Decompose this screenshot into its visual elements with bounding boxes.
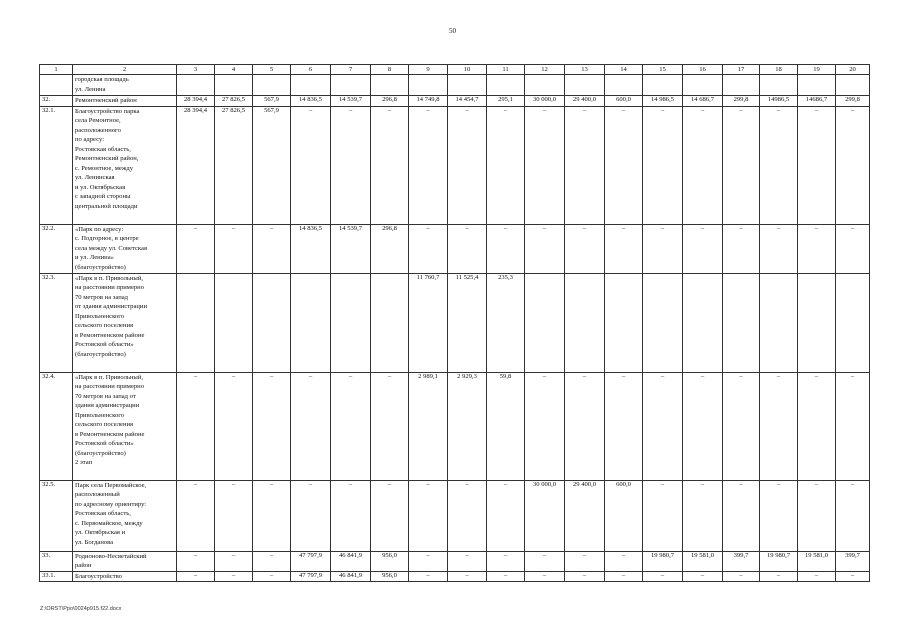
- row-value: –: [448, 551, 487, 571]
- row-value: –: [371, 372, 409, 480]
- row-code: [40, 75, 73, 96]
- row-value: –: [683, 106, 723, 224]
- column-number-6: 6: [291, 65, 331, 75]
- row-value: –: [215, 372, 253, 480]
- row-value: 14686,7: [798, 96, 836, 107]
- row-value: [565, 75, 605, 96]
- row-value: 600,0: [605, 96, 643, 107]
- row-value: 295,1: [487, 96, 525, 107]
- row-value: –: [798, 106, 836, 224]
- row-value: –: [177, 551, 215, 571]
- row-value: –: [760, 480, 798, 551]
- row-value: –: [798, 224, 836, 273]
- row-value: [331, 273, 371, 372]
- row-value: –: [448, 224, 487, 273]
- row-value: 11 760,7: [409, 273, 448, 372]
- row-value: –: [643, 372, 683, 480]
- row-value: –: [409, 106, 448, 224]
- row-value: [760, 273, 798, 372]
- row-value: –: [448, 571, 487, 582]
- row-value: –: [565, 551, 605, 571]
- row-value: [371, 273, 409, 372]
- row-name: Благоустройство парка села Ремонтное, расположенного по адресу: Ростовская область, Ремонтненский район, с. Ремонтное, между ул. Ленинская и ул. Октябрьская с западной стороны центральной площади: [73, 106, 177, 224]
- row-value: –: [723, 106, 760, 224]
- row-value: –: [409, 480, 448, 551]
- row-value: [836, 75, 870, 96]
- budget-table: [39, 64, 870, 582]
- row-value: –: [836, 571, 870, 582]
- row-value: [291, 75, 331, 96]
- row-value: 28 394,4: [177, 106, 215, 224]
- row-code: 32.2.: [40, 224, 73, 273]
- column-number-15: 15: [643, 65, 683, 75]
- row-value: 29 400,0: [565, 480, 605, 551]
- row-value: 296,8: [371, 96, 409, 107]
- row-value: 600,0: [605, 480, 643, 551]
- column-number-20: 20: [836, 65, 870, 75]
- row-value: –: [836, 106, 870, 224]
- row-value: –: [605, 551, 643, 571]
- row-value: –: [331, 480, 371, 551]
- row-value: –: [683, 224, 723, 273]
- row-value: [177, 75, 215, 96]
- row-value: 956,0: [371, 571, 409, 582]
- row-value: –: [331, 372, 371, 480]
- row-value: –: [643, 480, 683, 551]
- row-name: Благоустройство: [73, 571, 177, 582]
- column-number-11: 11: [487, 65, 525, 75]
- row-value: –: [683, 372, 723, 480]
- table-row: [40, 75, 870, 96]
- table-row: [40, 96, 870, 107]
- row-value: –: [215, 480, 253, 551]
- row-value: –: [605, 372, 643, 480]
- row-value: 567,9: [253, 96, 291, 107]
- row-value: 235,3: [487, 273, 525, 372]
- table-row: [40, 571, 870, 582]
- row-value: 46 841,9: [331, 571, 371, 582]
- row-value: [643, 273, 683, 372]
- row-value: –: [215, 224, 253, 273]
- row-value: [291, 273, 331, 372]
- row-value: –: [253, 372, 291, 480]
- row-value: –: [253, 480, 291, 551]
- column-number-17: 17: [723, 65, 760, 75]
- row-value: 14 454,7: [448, 96, 487, 107]
- row-value: 19 581,0: [683, 551, 723, 571]
- row-value: –: [836, 224, 870, 273]
- row-value: –: [836, 372, 870, 480]
- row-value: 2 989,1: [409, 372, 448, 480]
- row-name: «Парк в п. Привольный, на расстоянии примерно 70 метров на запад от здания администрации Привольненского сельского поселения в Ремонтненском районе Ростовской области» (благоустройство) 2 этап: [73, 372, 177, 480]
- column-number-16: 16: [683, 65, 723, 75]
- row-value: 399,7: [836, 551, 870, 571]
- row-value: 19 581,0: [798, 551, 836, 571]
- row-code: 33.1.: [40, 571, 73, 582]
- row-value: 28 394,4: [177, 96, 215, 107]
- row-value: –: [643, 106, 683, 224]
- row-value: 14 836,5: [291, 96, 331, 107]
- row-value: –: [215, 551, 253, 571]
- column-number-19: 19: [798, 65, 836, 75]
- row-value: –: [409, 224, 448, 273]
- table-row: [40, 273, 870, 372]
- column-number-1: 1: [40, 65, 73, 75]
- row-name: «Парк в п. Привольный, на расстоянии примерно 70 метров на запад от здания администрации Привольненского сельского поселения в Ремонтненском районе Ростовской области» (благоустройство): [73, 273, 177, 372]
- table-row: [40, 372, 870, 480]
- row-value: –: [525, 224, 565, 273]
- row-code: 33.: [40, 551, 73, 571]
- row-value: 299,8: [723, 96, 760, 107]
- row-value: [605, 273, 643, 372]
- row-value: –: [798, 480, 836, 551]
- row-value: 14986,5: [760, 96, 798, 107]
- row-value: 46 841,9: [331, 551, 371, 571]
- row-value: –: [760, 372, 798, 480]
- row-value: [525, 75, 565, 96]
- row-name: Ремонтненский район: [73, 96, 177, 107]
- row-value: –: [565, 372, 605, 480]
- row-value: [525, 273, 565, 372]
- row-value: –: [565, 106, 605, 224]
- row-value: –: [371, 106, 409, 224]
- row-value: –: [683, 571, 723, 582]
- page-number: 50: [449, 27, 456, 35]
- column-number-13: 13: [565, 65, 605, 75]
- table-row: [40, 551, 870, 571]
- row-value: 14 986,5: [643, 96, 683, 107]
- row-value: –: [177, 571, 215, 582]
- row-value: –: [836, 480, 870, 551]
- row-value: 47 797,9: [291, 551, 331, 571]
- row-value: 30 000,0: [525, 96, 565, 107]
- row-value: –: [525, 551, 565, 571]
- row-value: –: [253, 551, 291, 571]
- table-row: [40, 480, 870, 551]
- row-value: –: [525, 372, 565, 480]
- row-value: 19 980,7: [760, 551, 798, 571]
- row-value: [565, 273, 605, 372]
- row-value: [723, 273, 760, 372]
- row-value: 14 749,8: [409, 96, 448, 107]
- file-path-footer: Z:\ORST\Ppo\0024p915.f22.docx: [40, 606, 122, 612]
- row-value: –: [798, 571, 836, 582]
- row-value: [836, 273, 870, 372]
- column-number-10: 10: [448, 65, 487, 75]
- row-value: –: [409, 551, 448, 571]
- row-value: –: [448, 106, 487, 224]
- row-value: –: [760, 224, 798, 273]
- row-value: –: [409, 571, 448, 582]
- column-number-12: 12: [525, 65, 565, 75]
- row-value: –: [487, 106, 525, 224]
- row-name: Родионово-Несветайский район: [73, 551, 177, 571]
- row-value: [760, 75, 798, 96]
- row-value: –: [683, 480, 723, 551]
- row-value: 59,8: [487, 372, 525, 480]
- row-value: –: [177, 480, 215, 551]
- row-value: [643, 75, 683, 96]
- row-value: [215, 273, 253, 372]
- row-value: –: [448, 480, 487, 551]
- row-value: –: [723, 224, 760, 273]
- row-value: –: [525, 571, 565, 582]
- row-value: –: [487, 551, 525, 571]
- row-value: –: [798, 372, 836, 480]
- row-value: –: [723, 571, 760, 582]
- row-value: –: [371, 480, 409, 551]
- row-name: Парк села Первомайское, расположенный по адресному ориентиру: Ростовская область, с. Первомайское, между ул. Октябрьская и ул. Богданова: [73, 480, 177, 551]
- row-value: [253, 75, 291, 96]
- row-value: 27 826,5: [215, 96, 253, 107]
- row-value: –: [605, 224, 643, 273]
- row-value: [409, 75, 448, 96]
- column-number-4: 4: [215, 65, 253, 75]
- row-value: –: [643, 571, 683, 582]
- row-value: 567,9: [253, 106, 291, 224]
- row-value: 29 400,0: [565, 96, 605, 107]
- row-value: –: [760, 571, 798, 582]
- row-value: –: [177, 224, 215, 273]
- column-number-18: 18: [760, 65, 798, 75]
- row-value: –: [643, 224, 683, 273]
- row-value: [448, 75, 487, 96]
- row-value: –: [525, 106, 565, 224]
- row-value: –: [565, 224, 605, 273]
- row-value: [371, 75, 409, 96]
- row-value: –: [291, 372, 331, 480]
- row-value: [487, 75, 525, 96]
- row-value: [177, 273, 215, 372]
- row-value: [723, 75, 760, 96]
- row-code: 32.5.: [40, 480, 73, 551]
- row-value: –: [177, 372, 215, 480]
- row-value: 30 000,0: [525, 480, 565, 551]
- row-value: 299,8: [836, 96, 870, 107]
- row-value: 14 836,5: [291, 224, 331, 273]
- row-value: –: [331, 106, 371, 224]
- column-number-row: [40, 65, 870, 75]
- row-value: 19 980,7: [643, 551, 683, 571]
- column-number-8: 8: [371, 65, 409, 75]
- row-value: 27 826,5: [215, 106, 253, 224]
- row-value: –: [487, 480, 525, 551]
- row-value: –: [253, 224, 291, 273]
- row-value: 296,8: [371, 224, 409, 273]
- row-value: –: [605, 571, 643, 582]
- row-value: [215, 75, 253, 96]
- row-value: –: [723, 372, 760, 480]
- row-value: [798, 75, 836, 96]
- column-number-3: 3: [177, 65, 215, 75]
- row-name: городская площадь ул. Ленина: [73, 75, 177, 96]
- row-value: –: [487, 571, 525, 582]
- row-value: [683, 273, 723, 372]
- row-value: 2 929,3: [448, 372, 487, 480]
- row-value: 14 539,7: [331, 96, 371, 107]
- row-code: 32.4.: [40, 372, 73, 480]
- column-number-5: 5: [253, 65, 291, 75]
- table-row: [40, 106, 870, 224]
- row-value: –: [760, 106, 798, 224]
- row-value: –: [487, 224, 525, 273]
- row-value: 14 539,7: [331, 224, 371, 273]
- row-name: «Парк по адресу: с. Подгорное, в центре села между ул. Советская и ул. Ленина» (благоустройство): [73, 224, 177, 273]
- row-value: 399,7: [723, 551, 760, 571]
- row-value: 14 686,7: [683, 96, 723, 107]
- column-number-14: 14: [605, 65, 643, 75]
- column-number-7: 7: [331, 65, 371, 75]
- row-value: 11 525,4: [448, 273, 487, 372]
- row-value: –: [253, 571, 291, 582]
- row-value: [605, 75, 643, 96]
- table-row: [40, 224, 870, 273]
- row-code: 32.3.: [40, 273, 73, 372]
- row-code: 32.: [40, 96, 73, 107]
- row-value: –: [291, 106, 331, 224]
- row-value: [798, 273, 836, 372]
- row-value: –: [291, 480, 331, 551]
- row-value: 956,0: [371, 551, 409, 571]
- row-value: –: [565, 571, 605, 582]
- column-number-2: 2: [73, 65, 177, 75]
- row-code: 32.1.: [40, 106, 73, 224]
- row-value: 47 797,9: [291, 571, 331, 582]
- row-value: [253, 273, 291, 372]
- row-value: –: [215, 571, 253, 582]
- row-value: [683, 75, 723, 96]
- row-value: [331, 75, 371, 96]
- row-value: –: [605, 106, 643, 224]
- column-number-9: 9: [409, 65, 448, 75]
- row-value: –: [723, 480, 760, 551]
